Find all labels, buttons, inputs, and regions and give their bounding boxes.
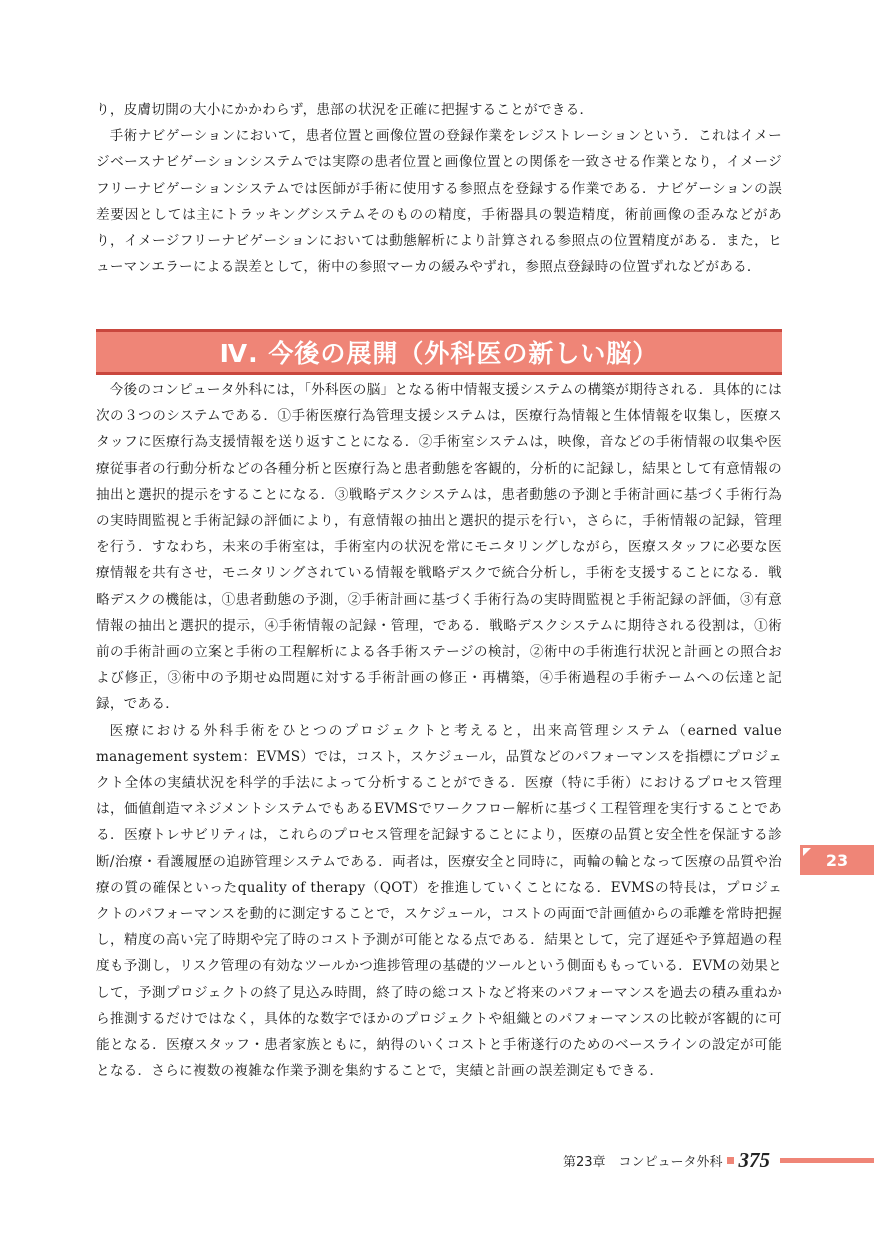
chapter-tab-number: 23 bbox=[825, 850, 849, 870]
page-number: 375 bbox=[738, 1147, 770, 1172]
section-heading-text: Ⅳ. 今後の展開（外科医の新しい脳） bbox=[219, 339, 659, 368]
footer-accent-bar bbox=[780, 1158, 874, 1163]
paragraph-evms: 医療における外科手術をひとつのプロジェクトと考えると，出来高管理システム（earned value management system：EVMS）では，コスト，スケジュール，品質などのパフォーマンスを指標にプロジェクト全体の実績状況を科学的手法によって分析することができる．医療（特に手術）におけるプロセス管理は，価値創造マネジメントシステムでもあるEVMSでワークフロー解析に基づく工程管理を実行することである．医療トレサビリティは，これらのプロセス管理を記録することにより，医療の品質と安全性を保証する診断/治療・看護履歴の追跡管理システムである．両者は，医療安全と同時に，両輪の輪となって医療の品質や治療の質の確保といったquality of therapy（QOT）を推進していくことになる．EVMSの特長は，プロジェクトのパフォーマンスを動的に測定することで，スケジュール，コストの両面で計画値からの乖離を常時把握し，精度の高い完了時期や完了時のコスト予測が可能となる点である．結果として，完了遅延や予算超過の程度も予測し，リスク管理の有効なツールかつ進捗管理の基礎的ツールという側面ももっている．EVMの効果として，予測プロジェクトの終了見込み時間，終了時の総コストなど将来のパフォーマンスを過去の積み重ねから推測するだけではなく，具体的な数字でほかのプロジェクトや組織とのパフォーマンスの比較が客観的に可能となる．医療スタッフ・患者家族ともに，納得のいくコストと手術遂行のためのベースラインの設定が可能となる．さらに複数の複雑な作業予測を集約することで，実績と計画の誤差測定もできる． bbox=[96, 722, 782, 1080]
chapter-side-tab bbox=[800, 845, 874, 875]
paragraph-continuation: り，皮膚切開の大小にかかわらず，患部の状況を正確に把握することができる． bbox=[96, 102, 594, 118]
paragraph-registration: 手術ナビゲーションにおいて，患者位置と画像位置の登録作業をレジストレーションという．これはイメージベースナビゲーションシステムでは実際の患者位置と画像位置との関係を一致させる作業となり，イメージフリーナビゲーションシステムでは医師が手術に使用する参照点を登録する作業である．ナビゲーションの誤差要因としては主にトラッキングシステムそのものの精度，手術器具の製造精度，術前画像の歪みなどがあり，イメージフリーナビゲーションにおいては動態解析により計算される参照点の位置精度がある．また，ヒューマンエラーによる誤差として，術中の参照マーカの緩みやずれ，参照点登録時の位置ずれなどがある． bbox=[96, 128, 782, 276]
section-heading bbox=[96, 329, 782, 375]
page-footer bbox=[520, 1148, 874, 1172]
footer-square-marker bbox=[727, 1157, 734, 1164]
top-text bbox=[96, 97, 782, 280]
body-text bbox=[96, 377, 782, 1084]
tab-corner-mark bbox=[803, 848, 811, 856]
paragraph-future-systems: 今後のコンピュータ外科には，「外科医の脳」となる術中情報支援システムの構築が期待される．具体的には次の３つのシステムである．①手術医療行為管理支援システムは，医療行為情報と生体情報を収集し，医療スタッフに医療行為支援情報を送り返すことになる．②手術室システムは，映像，音などの手術情報の収集や医療従事者の行動分析などの各種分析と医療行為と患者動態を客観的，分析的に記録し，結果として有意情報の抽出と選択的提示をすることになる．③戦略デスクシステムは，患者動態の予測と手術計画に基づく手術行為の実時間監視と手術記録の評価により，有意情報の抽出と選択的提示を行い，さらに，手術情報の記録，管理を行う．すなわち，未来の手術室は，手術室内の状況を常にモニタリングしながら，医療スタッフに必要な医療情報を共有させ，モニタリングされている情報を戦略デスクで統合分析し，手術を支援することになる．戦略デスクの機能は，①患者動態の予測，②手術計画に基づく手術行為の実時間監視と手術記録の評価，③有意情報の抽出と選択的提示，④手術情報の記録・管理，である．戦略デスクシステムに期待される役割は，①術前の手術計画の立案と手術の工程解析による各手術ステージの検討，②術中の手術進行状況と計画との照合および修正，③術中の予期せぬ問題に対する手術計画の修正・再構築，④手術過程の手術チームへの伝達と記録，である． bbox=[96, 382, 782, 713]
footer-chapter-title: 第23章 コンピュータ外科 bbox=[562, 1154, 723, 1170]
